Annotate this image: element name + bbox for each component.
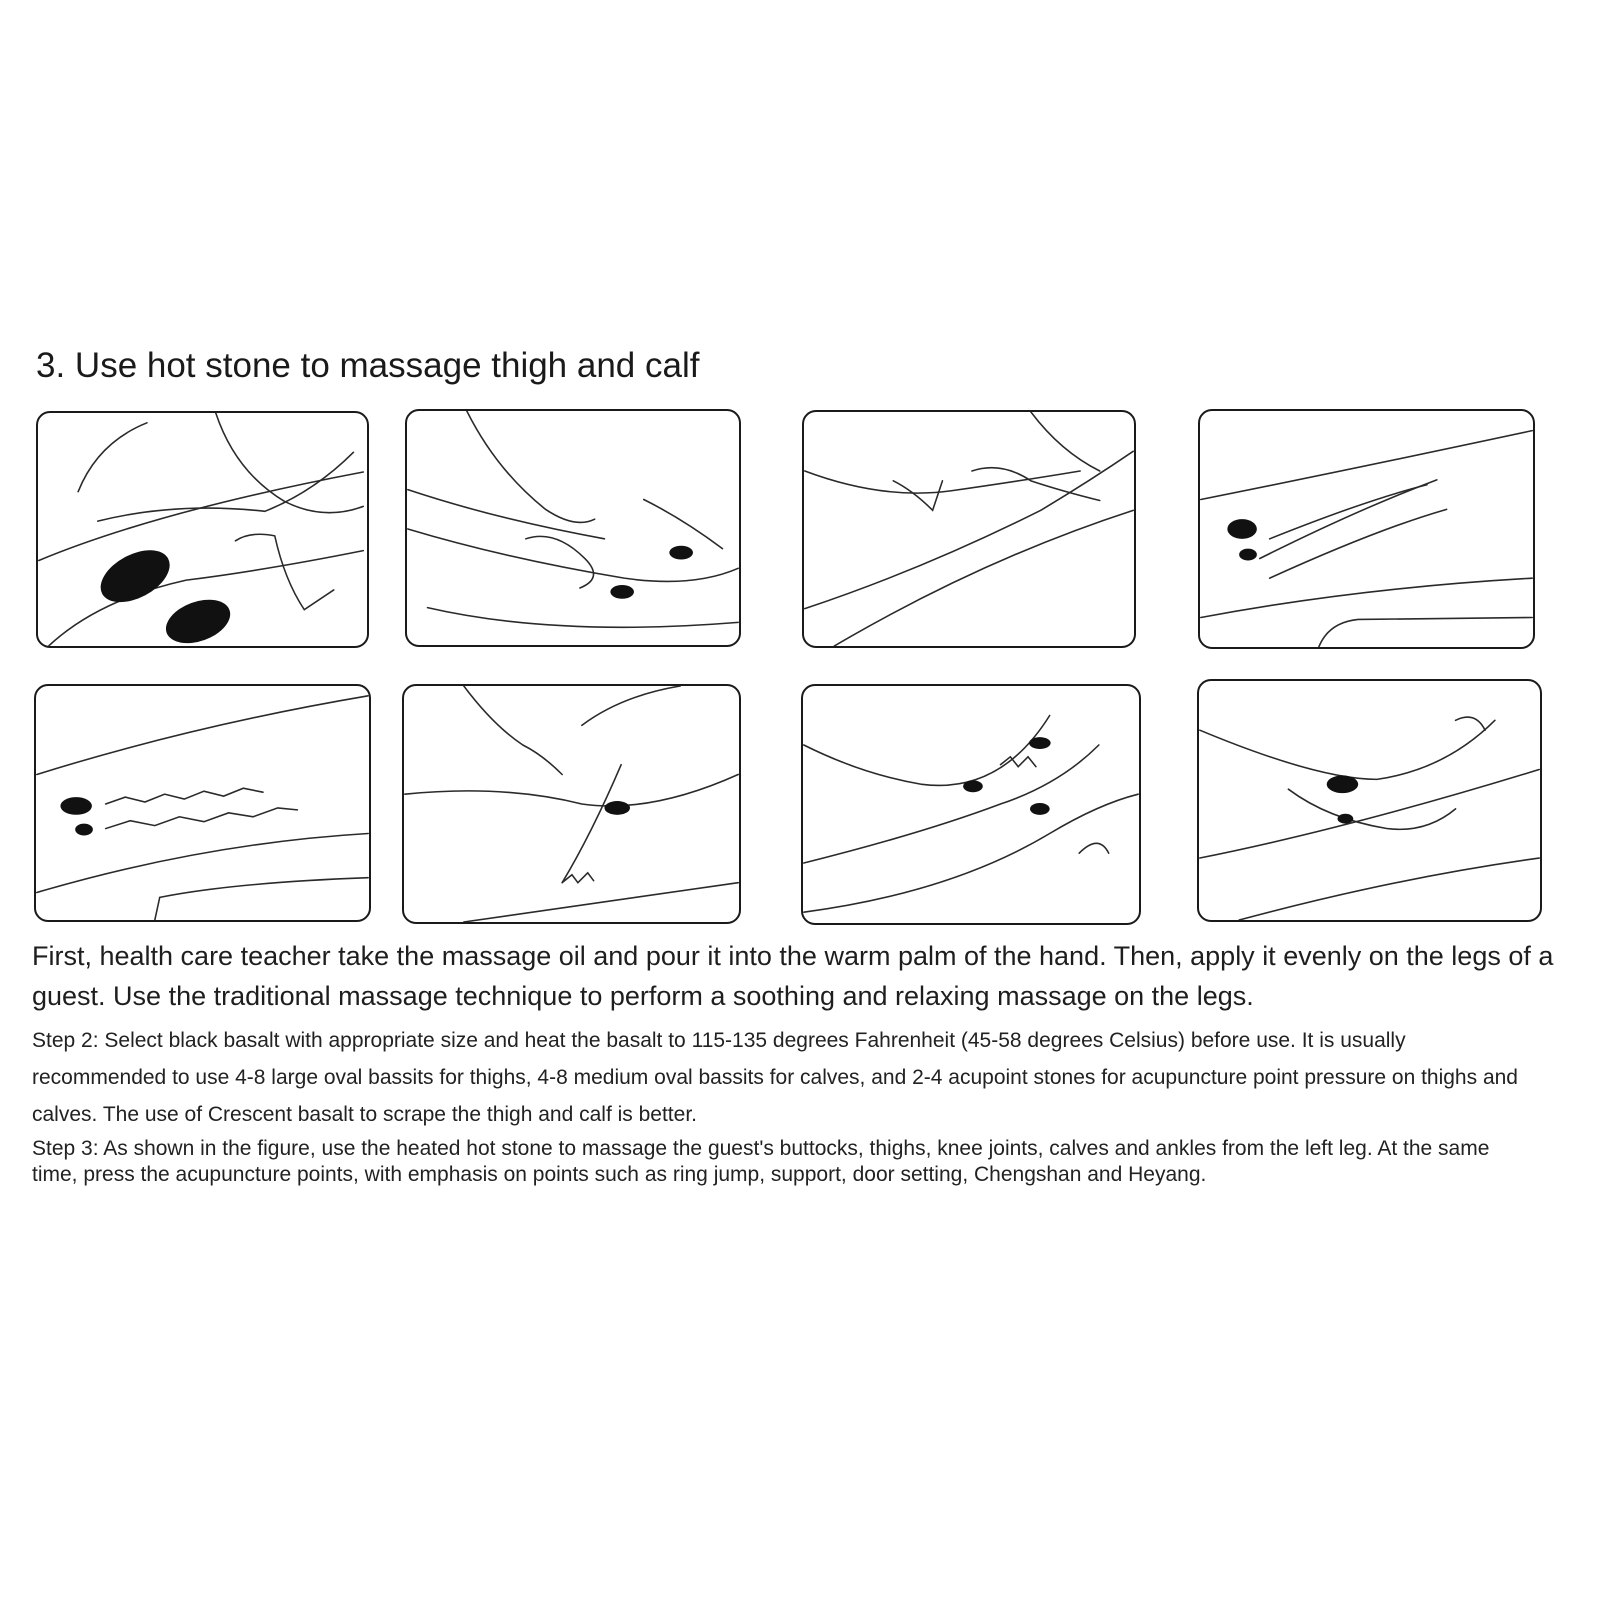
step-3-paragraph: Step 3: As shown in the figure, use the heated hot stone to massage the guest's buttocks, thighs, knee joints, calves and ankles from the left leg. At the same time, press the acupuncture points, with emphasis on points such as ring jump, support, door setting, Chengshan and Heyang. [32, 1137, 1490, 1186]
step-2-paragraph: Step 2: Select black basalt with appropriate size and heat the basalt to 115-135 degrees Fahrenheit (45-58 degrees Celsius) before use. It is usually recommended to use 4-8 large oval bassits for thighs, 4-8 medium oval bassits for calves, and 2-4 acupoint stones for acupuncture point pressure on thighs and calves. The use of Crescent basalt to scrape the thigh and calf is better. [32, 1029, 1518, 1126]
illustration-2 [405, 409, 741, 647]
massage-illustration [407, 411, 739, 645]
illustration-7 [801, 684, 1141, 925]
massage-illustration [1199, 681, 1540, 920]
illustration-8 [1197, 679, 1542, 922]
illustration-5 [34, 684, 371, 922]
section-heading: 3. Use hot stone to massage thigh and calf [36, 346, 700, 385]
massage-illustration [404, 686, 739, 922]
massage-illustration [803, 686, 1139, 923]
illustration-3 [802, 410, 1136, 648]
illustration-6 [402, 684, 741, 924]
massage-illustration [36, 686, 369, 920]
intro-paragraph: First, health care teacher take the massage oil and pour it into the warm palm of the hand. Then, apply it evenly on the legs of a guest. Use the traditional massage technique to perform a soothing and relaxing massage on the legs. [32, 941, 1554, 1011]
massage-illustration [38, 413, 367, 646]
illustration-4 [1198, 409, 1535, 649]
massage-illustration [804, 412, 1134, 646]
massage-illustration [1200, 411, 1533, 647]
illustration-1 [36, 411, 369, 648]
